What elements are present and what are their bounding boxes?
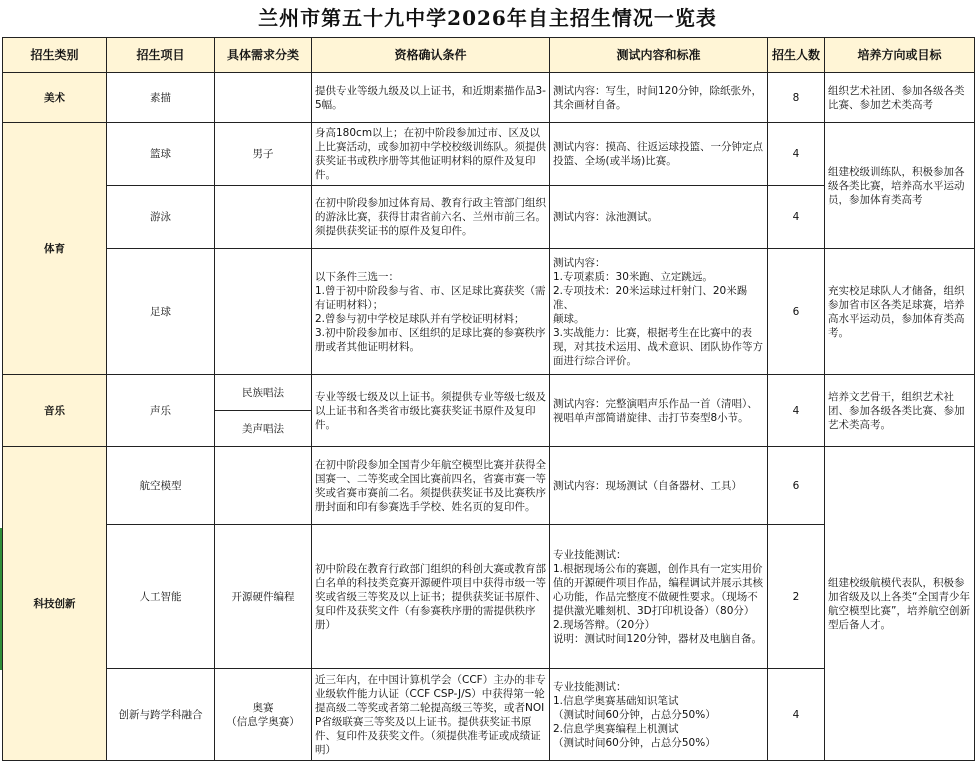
project-cell: 航空模型 (107, 447, 215, 525)
subtype-cell (215, 73, 312, 123)
table-row (3, 249, 975, 375)
subtype-cell: 男子 (215, 123, 312, 186)
conditions-cell: 在初中阶段参加全国青少年航空模型比赛并获得全国赛一、二等奖或全国比赛前四名，省赛市赛一等奖或省赛市赛前二名。须提供获奖证书及比赛秩序册封面和印有参赛选手学校、姓名页的复印件。 (312, 447, 550, 525)
conditions-cell: 提供专业等级九级及以上证书，和近期素描作品3-5幅。 (312, 73, 550, 123)
project-cell: 声乐 (107, 375, 215, 447)
conditions-cell: 在初中阶段参加过体育局、教育行政主管部门组织的游泳比赛，获得甘肃省前六名、兰州市前三名。须提供获奖证书的原件及复印件。 (312, 186, 550, 249)
conditions-cell: 近三年内，在中国计算机学会（CCF）主办的非专业级软件能力认证（CCF CSP-J/S）中获得第一轮提高级二等奖或者第二轮提高级三等奖，或者NOIP省级联赛三等奖及以上证书。提供获奖证书原件、复印件及获奖文件。（须提供准考证或成绩证明） (312, 669, 550, 761)
test-cell: 测试内容：完整演唱声乐作品一首（清唱）、视唱单声部简谱旋律、击打节奏型8小节。 (550, 375, 768, 447)
goal-cell: 组织艺术社团、参加各级各类比赛、参加艺术类高考 (825, 73, 975, 123)
project-cell: 篮球 (107, 123, 215, 186)
header-goal: 培养方向或目标 (825, 38, 975, 73)
subtype-cell: 美声唱法 (215, 411, 312, 447)
project-cell: 素描 (107, 73, 215, 123)
project-cell: 游泳 (107, 186, 215, 249)
goal-cell: 组建校级航模代表队，积极参加省级及以上各类“全国青少年航空模型比赛”，培养航空创新型后备人才。 (825, 447, 975, 761)
subtype-cell (215, 186, 312, 249)
count-cell: 4 (768, 123, 825, 186)
table-row (3, 375, 975, 411)
project-cell: 创新与跨学科融合 (107, 669, 215, 761)
count-cell: 2 (768, 525, 825, 669)
header-row (3, 38, 975, 73)
goal-cell: 充实校足球队人才储备，组织参加省市区各类足球赛，培养高水平运动员，参加体育类高考。 (825, 249, 975, 375)
category-sports: 体育 (3, 123, 107, 375)
subtype-cell: 奥赛 （信息学奥赛） (215, 669, 312, 761)
category-art: 美术 (3, 73, 107, 123)
table-row (3, 123, 975, 186)
count-cell: 4 (768, 186, 825, 249)
header-test: 测试内容和标准 (550, 38, 768, 73)
count-cell: 4 (768, 669, 825, 761)
subtype-cell (215, 447, 312, 525)
header-subtype: 具体需求分类 (215, 38, 312, 73)
page-title: 兰州市第五十九中学2026年自主招生情况一览表 (258, 6, 717, 30)
goal-cell: 组建校级训练队，积极参加各级各类比赛，培养高水平运动员，参加体育类高考 (825, 123, 975, 249)
conditions-cell: 以下条件三选一： 1.曾于初中阶段参与省、市、区足球比赛获奖（需有证明材料）； 2.曾参与初中学校足球队并有学校证明材料； 3.初中阶段参加市、区组织的足球比赛的参赛秩序册或者其他证明材料。 (312, 249, 550, 375)
table-row (3, 73, 975, 123)
count-cell: 8 (768, 73, 825, 123)
category-tech: 科技创新 (3, 447, 107, 761)
test-cell: 专业技能测试： 1.根据现场公布的赛题，创作具有一定实用价值的开源硬件项目作品，编程调试并展示其核心功能，作品完整度不做硬性要求。（现场不提供激光雕刻机、3D打印机设备）（80分） 2.现场答辩。（20分） 说明：测试时间120分钟，器材及电脑自备。 (550, 525, 768, 669)
test-cell: 测试内容：写生，时间120分钟，除纸张外，其余画材自备。 (550, 73, 768, 123)
test-cell: 测试内容：泳池测试。 (550, 186, 768, 249)
enrollment-table (2, 37, 975, 761)
header-category: 招生类别 (3, 38, 107, 73)
project-cell: 人工智能 (107, 525, 215, 669)
project-cell: 足球 (107, 249, 215, 375)
count-cell: 6 (768, 447, 825, 525)
subtype-cell: 民族唱法 (215, 375, 312, 411)
test-cell: 专业技能测试： 1.信息学奥赛基础知识笔试 （测试时间60分钟，占总分50%） 2.信息学奥赛编程上机测试 （测试时间60分钟，占总分50%） (550, 669, 768, 761)
subtype-cell (215, 249, 312, 375)
header-project: 招生项目 (107, 38, 215, 73)
table-row (3, 447, 975, 525)
header-count: 招生人数 (768, 38, 825, 73)
count-cell: 6 (768, 249, 825, 375)
test-cell: 测试内容： 1.专项素质：30米跑、立定跳远。 2.专项技术：20米运球过杆射门、20米踢准、 颠球。 3.实战能力：比赛，根据考生在比赛中的表现，对其技术运用、战术意识、团队协作等方面进行综合评价。 (550, 249, 768, 375)
conditions-cell: 专业等级七级及以上证书。须提供专业等级七级及以上证书和各类省市级比赛获奖证书原件及复印件。 (312, 375, 550, 447)
conditions-cell: 身高180cm以上；在初中阶段参加过市、区及以上比赛活动，或参加初中学校校级训练队。须提供获奖证书或秩序册等其他证明材料的原件及复印件。 (312, 123, 550, 186)
conditions-cell: 初中阶段在教育行政部门组织的科创大赛或教育部白名单的科技类竞赛开源硬件项目中获得市级一等奖或省级三等奖及以上证书；提供获奖证书原件、复印件及获奖文件（有参赛秩序册的需提供秩序册） (312, 525, 550, 669)
test-cell: 测试内容：现场测试（自备器材、工具） (550, 447, 768, 525)
subtype-cell: 开源硬件编程 (215, 525, 312, 669)
count-cell: 4 (768, 375, 825, 447)
goal-cell: 培养文艺骨干，组织艺术社团、参加各级各类比赛、参加艺术类高考。 (825, 375, 975, 447)
header-conditions: 资格确认条件 (312, 38, 550, 73)
test-cell: 测试内容：摸高、往返运球投篮、一分钟定点投篮、全场(或半场)比赛。 (550, 123, 768, 186)
category-music: 音乐 (3, 375, 107, 447)
